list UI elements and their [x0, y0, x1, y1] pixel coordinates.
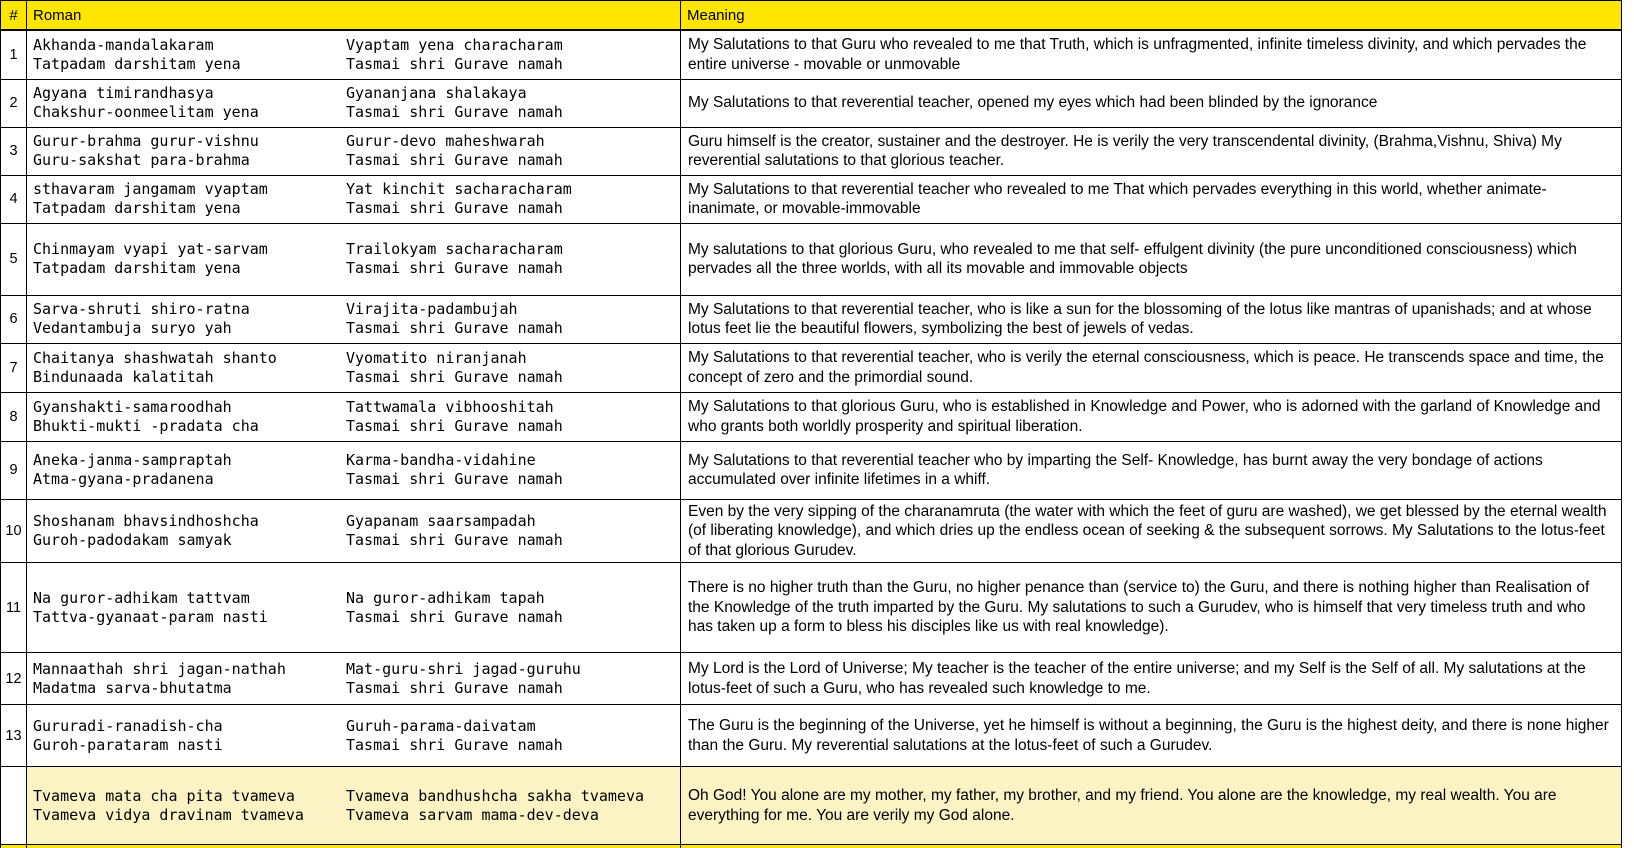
roman-columns	[33, 787, 676, 825]
partial-header-cell	[681, 845, 1622, 848]
roman-verse-second-half	[346, 451, 563, 489]
roman-verse-second-half	[346, 660, 581, 698]
roman-verse-line: Chakshur-oonmeelitam yena	[33, 103, 259, 121]
roman-verse-line: Bindunaada kalatitah	[33, 367, 214, 386]
roman-columns	[33, 300, 676, 338]
roman-verse-second-half	[346, 300, 563, 338]
roman-verse-line: Yat kinchit sacharacharam	[346, 180, 572, 198]
roman-verse-line: Gyanshakti-samaroodhah	[33, 397, 232, 416]
header-roman: Roman	[27, 1, 681, 31]
roman-cell	[27, 499, 681, 563]
roman-verse-second-half	[346, 717, 563, 755]
roman-verse-line: Atma-gyana-pradanena	[33, 470, 214, 488]
roman-verse-second-half	[346, 787, 644, 825]
roman-verse-first-half	[33, 451, 346, 489]
roman-verse-first-half	[33, 132, 346, 170]
roman-columns	[33, 180, 676, 218]
roman-cell	[27, 563, 681, 653]
roman-verse-line: Mannaathah shri jagan-nathah	[33, 659, 286, 678]
table-row	[1, 499, 1622, 563]
roman-cell	[27, 343, 681, 392]
roman-columns	[33, 240, 676, 278]
partial-header-cell	[27, 845, 681, 848]
table-row	[1, 653, 1622, 705]
roman-verse-second-half	[346, 398, 563, 436]
roman-columns	[33, 36, 676, 74]
roman-verse-second-half	[346, 512, 563, 550]
roman-columns	[33, 398, 676, 436]
roman-verse-line: Na guror-adhikam tapah	[346, 588, 545, 607]
row-number-cell: 9	[1, 441, 27, 499]
roman-verse-line: Mat-guru-shri jagad-guruhu	[346, 659, 581, 678]
roman-verse-first-half	[33, 36, 346, 74]
roman-verse-first-half	[33, 349, 346, 387]
roman-cell	[27, 705, 681, 767]
meaning-cell: My Salutations to that reverential teacher, opened my eyes which had been blinded by the ignorance	[681, 79, 1622, 127]
roman-verse-line: Tasmai shri Gurave namah	[346, 319, 563, 337]
meaning-cell: My Salutations to that reverential teacher who revealed to me That which pervades everything in this world, whether animate-inanimate, or movable-immovable	[681, 175, 1622, 223]
roman-verse-line: Tasmai shri Gurave namah	[346, 151, 563, 169]
roman-verse-first-half	[33, 512, 346, 550]
roman-verse-line: Chinmayam vyapi yat-sarvam	[33, 240, 268, 258]
partial-next-header-row	[1, 845, 1622, 848]
roman-verse-line: Tasmai shri Gurave namah	[346, 607, 563, 626]
table-row	[1, 441, 1622, 499]
meaning-cell: My Salutations to that reverential teacher, who is verily the eternal consciousness, which is peace. He transcends space and time, the concept of zero and the primordial sound.	[681, 343, 1622, 392]
row-number-cell: 13	[1, 705, 27, 767]
roman-verse-line: Tasmai shri Gurave namah	[346, 367, 563, 386]
roman-verse-line: Gururadi-ranadish-cha	[33, 716, 223, 735]
roman-verse-line: Gyapanam saarsampadah	[346, 511, 536, 530]
row-number-cell: 4	[1, 175, 27, 223]
roman-columns	[33, 717, 676, 755]
roman-columns	[33, 660, 676, 698]
roman-verse-line: Guru-sakshat para-brahma	[33, 151, 250, 169]
table-row	[1, 392, 1622, 441]
roman-verse-line: Guroh-parataram nasti	[33, 735, 223, 754]
roman-verse-first-half	[33, 660, 346, 698]
meaning-cell: Guru himself is the creator, sustainer and the destroyer. He is verily the very transcendental divinity, (Brahma,Vishnu, Shiva) My reverential salutations to that glorious teacher.	[681, 127, 1622, 175]
roman-cell	[27, 79, 681, 127]
table-row	[1, 223, 1622, 295]
partial-header-cell	[1, 845, 27, 848]
roman-verse-second-half	[346, 180, 572, 218]
roman-verse-line: Vedantambuja suryo yah	[33, 319, 232, 337]
roman-verse-line: Tatpadam darshitam yena	[33, 199, 241, 217]
table-body	[1, 30, 1622, 845]
roman-cell	[27, 392, 681, 441]
roman-verse-line: Vyomatito niranjanah	[346, 348, 527, 367]
roman-cell	[27, 127, 681, 175]
roman-cell	[27, 295, 681, 343]
roman-verse-first-half	[33, 398, 346, 436]
roman-verse-line: Gurur-brahma gurur-vishnu	[33, 132, 259, 150]
roman-verse-line: Guroh-padodakam samyak	[33, 530, 232, 549]
roman-verse-line: Tvameva sarvam mama-dev-deva	[346, 805, 599, 824]
roman-verse-first-half	[33, 717, 346, 755]
table-row	[1, 767, 1622, 845]
row-number-cell: 8	[1, 392, 27, 441]
roman-verse-line: Trailokyam sacharacharam	[346, 240, 563, 258]
roman-verse-line: Vyaptam yena characharam	[346, 35, 563, 54]
roman-verse-line: Tatpadam darshitam yena	[33, 54, 241, 73]
roman-verse-line: Madatma sarva-bhutatma	[33, 678, 232, 697]
roman-verse-second-half	[346, 36, 563, 74]
table-row	[1, 79, 1622, 127]
roman-cell	[27, 441, 681, 499]
meaning-cell: Even by the very sipping of the charanamruta (the water with which the feet of guru are washed), we get blessed by the eternal wealth (of liberating knowledge), and which dries up the endless ocean of seeking & the subsequent sorrows. My Salutations to the lotus-feet of that glorious Gurudev.	[681, 499, 1622, 563]
roman-verse-line: Tasmai shri Gurave namah	[346, 54, 563, 73]
meaning-cell: My Salutations to that reverential teacher, who is like a sun for the blossoming of the lotus like mantras of upanishads; and at whose lotus feet lie the beautiful flowers, symbolizing the best of jewels of vedas.	[681, 295, 1622, 343]
roman-verse-line: Tattva-gyanaat-param nasti	[33, 607, 268, 626]
roman-columns	[33, 84, 676, 122]
roman-verse-line: Na guror-adhikam tattvam	[33, 588, 250, 607]
row-number-cell: 5	[1, 223, 27, 295]
roman-verse-second-half	[346, 84, 563, 122]
row-number-cell: 7	[1, 343, 27, 392]
roman-columns	[33, 349, 676, 387]
table-row	[1, 127, 1622, 175]
row-number-cell: 3	[1, 127, 27, 175]
roman-verse-line: Tattwamala vibhooshitah	[346, 397, 554, 416]
roman-verse-line: Akhanda-mandalakaram	[33, 35, 214, 54]
roman-verse-line: Tvameva vidya dravinam tvameva	[33, 805, 304, 824]
row-number-cell: 1	[1, 30, 27, 79]
table-row	[1, 175, 1622, 223]
row-number-cell: 6	[1, 295, 27, 343]
header-meaning: Meaning	[681, 1, 1622, 31]
roman-verse-first-half	[33, 787, 346, 825]
meaning-cell: My Lord is the Lord of Universe; My teacher is the teacher of the entire universe; and my Self is the Self of all. My salutations at the lotus-feet of such a Guru, who has revealed such knowledge to me.	[681, 653, 1622, 705]
roman-verse-line: Bhukti-mukti -pradata cha	[33, 416, 259, 435]
meaning-cell: There is no higher truth than the Guru, no higher penance than (service to) the Guru, and there is nothing higher than Realisation of the Knowledge of the truth imparted by the Guru. My salutations to such a Gurudev, who is himself that very timeless truth and who has taken up a form to bless his disciples like us with real knowledge).	[681, 563, 1622, 653]
roman-columns	[33, 451, 676, 489]
roman-verse-line: sthavaram jangamam vyaptam	[33, 180, 268, 198]
row-number-cell	[1, 767, 27, 845]
roman-verse-line: Tasmai shri Gurave namah	[346, 199, 563, 217]
roman-cell	[27, 30, 681, 79]
roman-verse-second-half	[346, 589, 563, 627]
header-num: #	[1, 1, 27, 31]
table-row	[1, 30, 1622, 79]
table-row	[1, 563, 1622, 653]
roman-verse-second-half	[346, 132, 563, 170]
roman-verse-line: Chaitanya shashwatah shanto	[33, 348, 277, 367]
roman-verse-line: Karma-bandha-vidahine	[346, 451, 536, 469]
meaning-cell: The Guru is the beginning of the Universe, yet he himself is without a beginning, the Guru is the highest deity, and there is none higher than the Guru. My reverential salutations at the lotus-feet of such a Gurudev.	[681, 705, 1622, 767]
roman-columns	[33, 132, 676, 170]
roman-verse-line: Gyananjana shalakaya	[346, 84, 527, 102]
roman-verse-line: Guruh-parama-daivatam	[346, 716, 536, 735]
meaning-cell: My Salutations to that Guru who revealed to me that Truth, which is unfragmented, infinite timeless divinity, and which pervades the entire universe - movable or unmovable	[681, 30, 1622, 79]
roman-verse-line: Sarva-shruti shiro-ratna	[33, 300, 250, 318]
roman-verse-line: Virajita-padambujah	[346, 300, 518, 318]
meaning-cell: Oh God! You alone are my mother, my father, my brother, and my friend. You alone are the knowledge, my real wealth. You are everything for me. You are verily my God alone.	[681, 767, 1622, 845]
roman-verse-line: Aneka-janma-sampraptah	[33, 451, 232, 469]
roman-verse-line: Tasmai shri Gurave namah	[346, 103, 563, 121]
table-row	[1, 705, 1622, 767]
roman-verse-line: Tasmai shri Gurave namah	[346, 259, 563, 277]
roman-verse-line: Tasmai shri Gurave namah	[346, 416, 563, 435]
roman-verse-line: Gurur-devo maheshwarah	[346, 132, 545, 150]
roman-cell	[27, 223, 681, 295]
header-row	[1, 1, 1622, 31]
roman-verse-line: Shoshanam bhavsindhoshcha	[33, 511, 259, 530]
roman-cell	[27, 175, 681, 223]
meaning-cell: My Salutations to that glorious Guru, who is established in Knowledge and Power, who is adorned with the garland of Knowledge and who grants both worldly prosperity and spiritual liberation.	[681, 392, 1622, 441]
roman-verse-line: Tasmai shri Gurave namah	[346, 530, 563, 549]
roman-verse-first-half	[33, 180, 346, 218]
roman-cell	[27, 767, 681, 845]
roman-verse-first-half	[33, 240, 346, 278]
roman-cell	[27, 653, 681, 705]
roman-verse-second-half	[346, 240, 563, 278]
row-number-cell: 2	[1, 79, 27, 127]
meaning-cell: My Salutations to that reverential teacher who by imparting the Self- Knowledge, has burnt away the very bondage of actions accumulated over infinite lifetimes in a whiff.	[681, 441, 1622, 499]
roman-verse-line: Tasmai shri Gurave namah	[346, 735, 563, 754]
roman-verse-first-half	[33, 589, 346, 627]
roman-verse-first-half	[33, 84, 346, 122]
row-number-cell: 12	[1, 653, 27, 705]
roman-verse-line: Tatpadam darshitam yena	[33, 259, 241, 277]
roman-verse-line: Tasmai shri Gurave namah	[346, 470, 563, 488]
row-number-cell: 10	[1, 499, 27, 563]
meaning-cell: My salutations to that glorious Guru, who revealed to me that self- effulgent divinity (the pure unconditioned consciousness) which pervades all the three worlds, with all its movable and immovable objects	[681, 223, 1622, 295]
roman-verse-first-half	[33, 300, 346, 338]
roman-columns	[33, 589, 676, 627]
roman-verse-line: Agyana timirandhasya	[33, 84, 214, 102]
roman-columns	[33, 512, 676, 550]
roman-verse-line: Tvameva mata cha pita tvameva	[33, 786, 295, 805]
roman-verse-line: Tasmai shri Gurave namah	[346, 678, 563, 697]
table-row	[1, 295, 1622, 343]
roman-verse-second-half	[346, 349, 563, 387]
roman-verse-line: Tvameva bandhushcha sakha tvameva	[346, 786, 645, 805]
row-number-cell: 11	[1, 563, 27, 653]
table-row	[1, 343, 1622, 392]
